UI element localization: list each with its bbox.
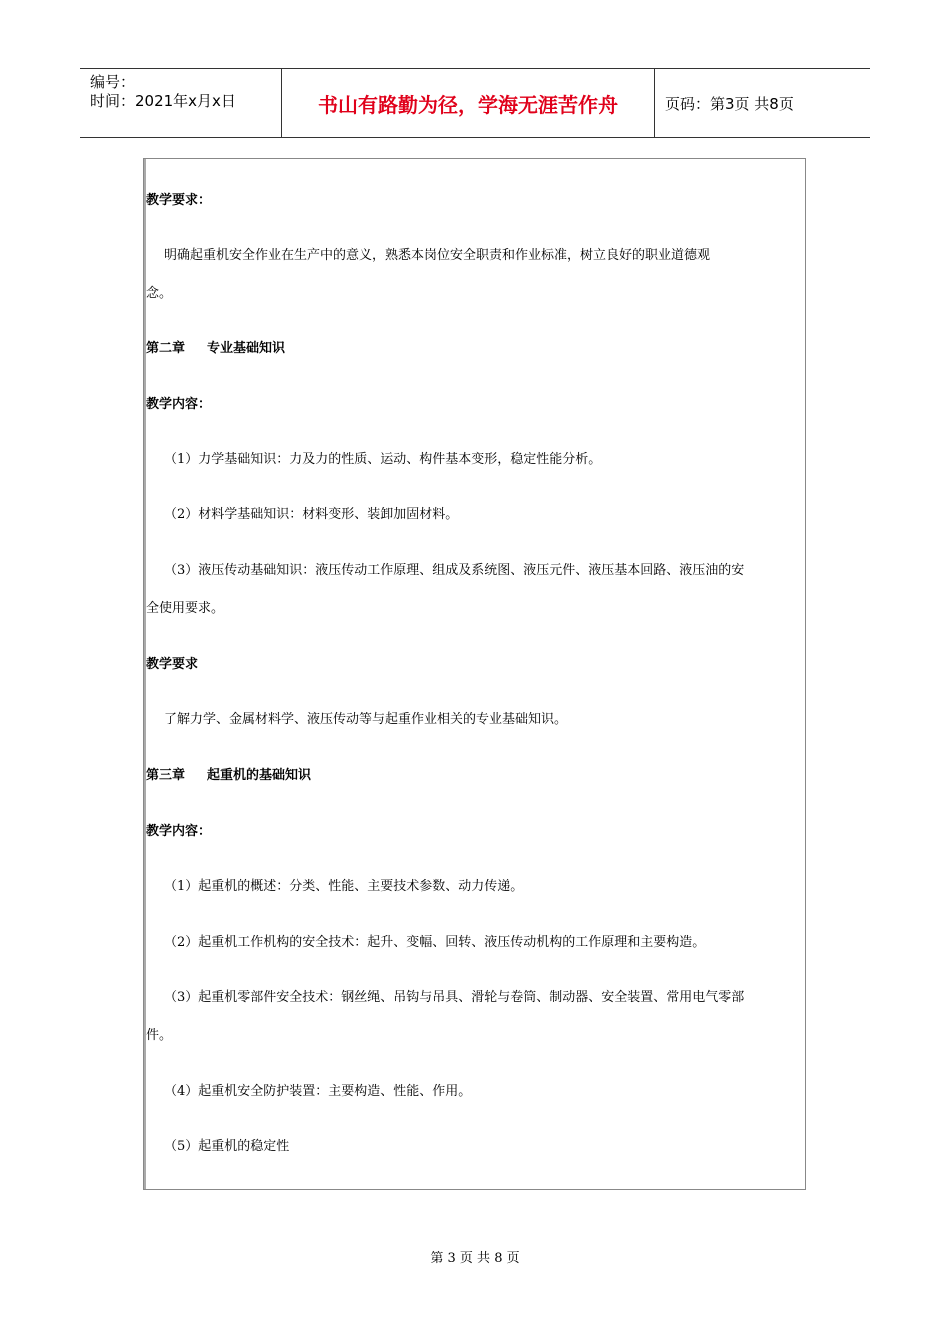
chapter-title: 专业基础知识 <box>207 341 286 356</box>
header-motto: 书山有路勤为径，学海无涯苦作舟 <box>282 69 655 137</box>
list-item: （1）力学基础知识：力及力的性质、运动、构件基本变形，稳定性能分析。 <box>164 452 602 467</box>
paragraph-line: 念。 <box>146 286 173 301</box>
list-item-continued: 件。 <box>146 1028 173 1043</box>
time-label: 时间：2021年x月x日 <box>90 92 236 110</box>
chapter-number: 第三章 <box>146 768 186 783</box>
header-page-label: 页码：第3页 共8页 <box>665 94 794 113</box>
teaching-requirement-heading: 教学要求 <box>146 657 199 672</box>
chapter-heading <box>146 337 285 356</box>
header-meta <box>80 69 282 137</box>
number-label: 编号： <box>90 73 136 91</box>
content-frame <box>143 158 806 1190</box>
paragraph-line: 了解力学、金属材料学、液压传动等与起重作业相关的专业基础知识。 <box>164 712 568 727</box>
list-item: （2）起重机工作机构的安全技术：起升、变幅、回转、液压传动机构的工作原理和主要构造。 <box>164 935 706 950</box>
chapter-number: 第二章 <box>146 341 186 356</box>
paragraph-line: 明确起重机安全作业在生产中的意义，熟悉本岗位安全职责和作业标准，树立良好的职业道德观 <box>164 248 711 263</box>
list-item: （2）材料学基础知识：材料变形、装卸加固材料。 <box>164 507 459 522</box>
teaching-requirement-heading: 教学要求： <box>146 193 212 208</box>
page-footer: 第 3 页 共 8 页 <box>430 1251 520 1266</box>
list-item: （5）起重机的稳定性 <box>164 1139 290 1154</box>
teaching-content-heading: 教学内容： <box>146 397 212 412</box>
list-item: （3）起重机零部件安全技术：钢丝绳、吊钩与吊具、滑轮与卷筒、制动器、安全装置、常用电气零部 <box>164 990 745 1005</box>
list-item: （4）起重机安全防护装置：主要构造、性能、作用。 <box>164 1084 472 1099</box>
list-item-continued: 全使用要求。 <box>146 601 225 616</box>
chapter-heading <box>146 764 311 783</box>
page-header <box>80 68 870 138</box>
list-item: （3）液压传动基础知识：液压传动工作原理、组成及系统图、液压元件、液压基本回路、液压油的安 <box>164 563 745 578</box>
list-item: （1）起重机的概述：分类、性能、主要技术参数、动力传递。 <box>164 879 524 894</box>
teaching-content-heading: 教学内容： <box>146 824 212 839</box>
chapter-title: 起重机的基础知识 <box>207 768 312 783</box>
